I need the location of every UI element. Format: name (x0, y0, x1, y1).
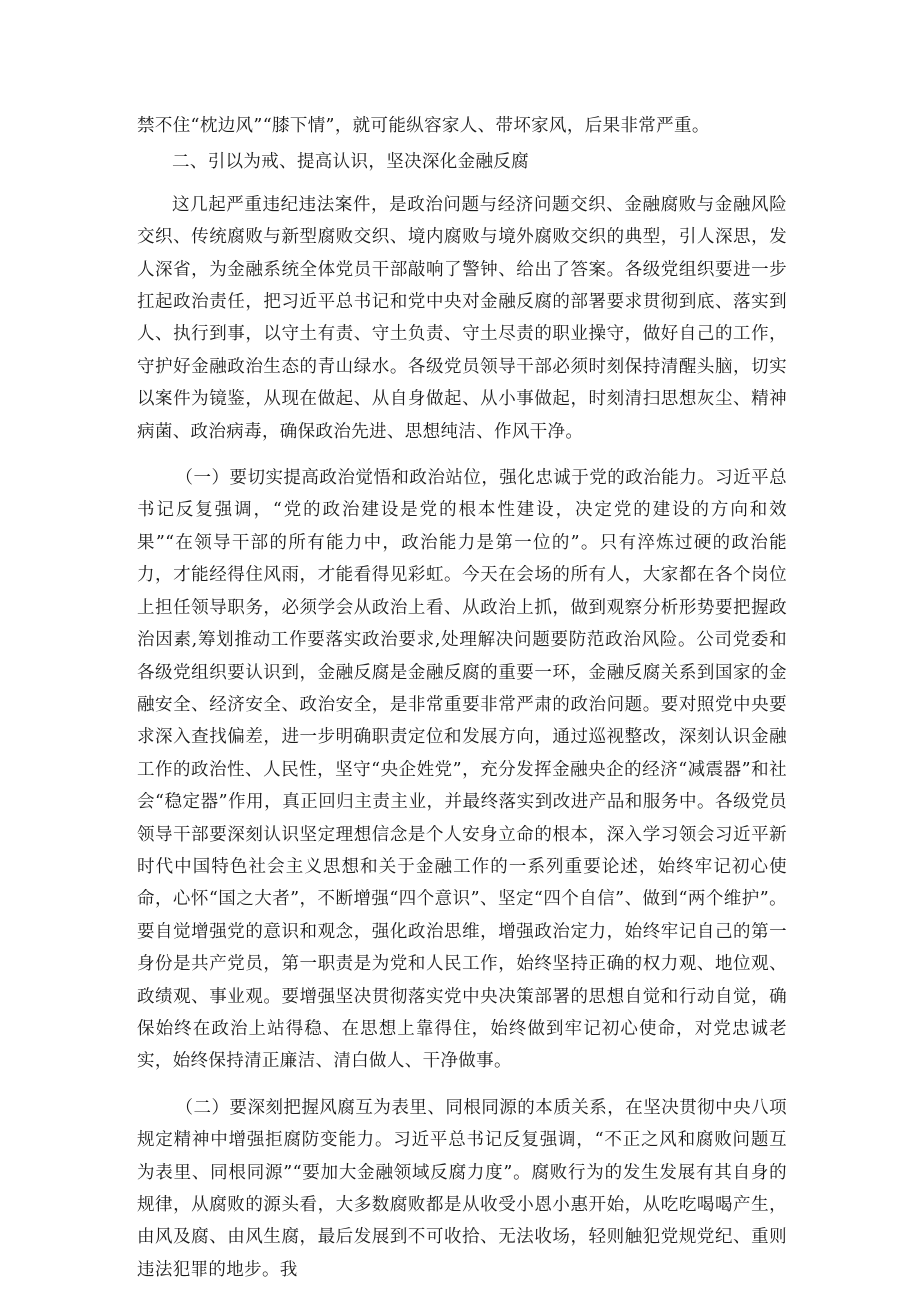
paragraph-continuation: 禁不住“枕边风”“膝下情”，就可能纵容家人、带坏家风，后果非常严重。 (137, 116, 710, 136)
subsection-paragraph-one: （一）要切实提高政治觉悟和政治站位，强化忠诚于党的政治能力。习近平总书记反复强调，“党的政治建设是党的根本性建设，决定党的建设的方向和效果”“在领导干部的所有能力中，政治能力是第一位的”。只有淬炼过硬的政治能力，才能经得住风雨，才能看得见彩虹。今天在会场的所有人，大家都在各个岗位上担任领导职务，必须学会从政治上看、从政治上抓，做到观察分析形势要把握政治因素,筹划推动工作要落实政治要求,处理解决问题要防范政治风险。公司党委和各级党组织要认识到，金融反腐是金融反腐的重要一环，金融反腐关系到国家的金融安全、经济安全、政治安全，是非常重要非常严肃的政治问题。要对照党中央要求深入查找偏差，进一步明确职责定位和发展方向，通过巡视整改，深刻认识金融工作的政治性、人民性，坚守“央企姓党”，充分发挥金融央企的经济“减震器”和社会“稳定器”作用，真正回归主责主业，并最终落实到改进产品和服务中。各级党员领导干部要深刻认识坚定理想信念是个人安身立命的根本，深入学习领会习近平新时代中国特色社会主义思想和关于金融工作的一系列重要论述，始终牢记初心使命，心怀“国之大者”，不断增强“四个意识”、坚定“四个自信”、做到“两个维护”。要自觉增强党的意识和观念，强化政治思维，增强政治定力，始终牢记自己的第一身份是共产党员，第一职责是为党和人民工作，始终坚持正确的权力观、地位观、政绩观、事业观。要增强坚决贯彻落实党中央决策部署的思想自觉和行动自觉，确保始终在政治上站得稳、在思想上靠得住，始终做到牢记初心使命，对党忠诚老实，始终保持清正廉洁、清白做人、干净做事。 (137, 468, 787, 1072)
section-heading: 二、引以为戒、提高认识，坚决深化金融反腐 (172, 152, 529, 173)
paragraph-body: 这几起严重违纪违法案件，是政治问题与经济问题交织、金融腐败与金融风险交织、传统腐败与新型腐败交织、境内腐败与境外腐败交织的典型，引人深思，发人深省，为金融系统全体党员干部敲响了警钟、给出了答案。各级党组织要进一步扛起政治责任，把习近平总书记和党中央对金融反腐的部署要求贯彻到底、落实到人、执行到事，以守土有责、守土负责、守土尽责的职业操守，做好自己的工作，守护好金融政治生态的青山绿水。各级党员领导干部必须时刻保持清醒头脑，切实以案件为镜鉴，从现在做起、从自身做起、从小事做起，时刻清扫思想灰尘、精神病菌、政治病毒，确保政治先进、思想纯洁、作风干净。 (137, 194, 787, 442)
subsection-paragraph-two: （二）要深刻把握风腐互为表里、同根同源的本质关系，在坚决贯彻中央八项规定精神中增强拒腐防变能力。习近平总书记反复强调，“不正之风和腐败问题互为表里、同根同源”“要加大金融领域反腐力度”。腐败行为的发生发展有其自身的规律，从腐败的源头看，大多数腐败都是从收受小恩小惠开始，从吃吃喝喝产生，由风及腐、由风生腐，最后发展到不可收拾、无法收场，轻则触犯党规党纪、重则违法犯罪的地步。我 (137, 1097, 787, 1280)
document-body (137, 110, 787, 1286)
